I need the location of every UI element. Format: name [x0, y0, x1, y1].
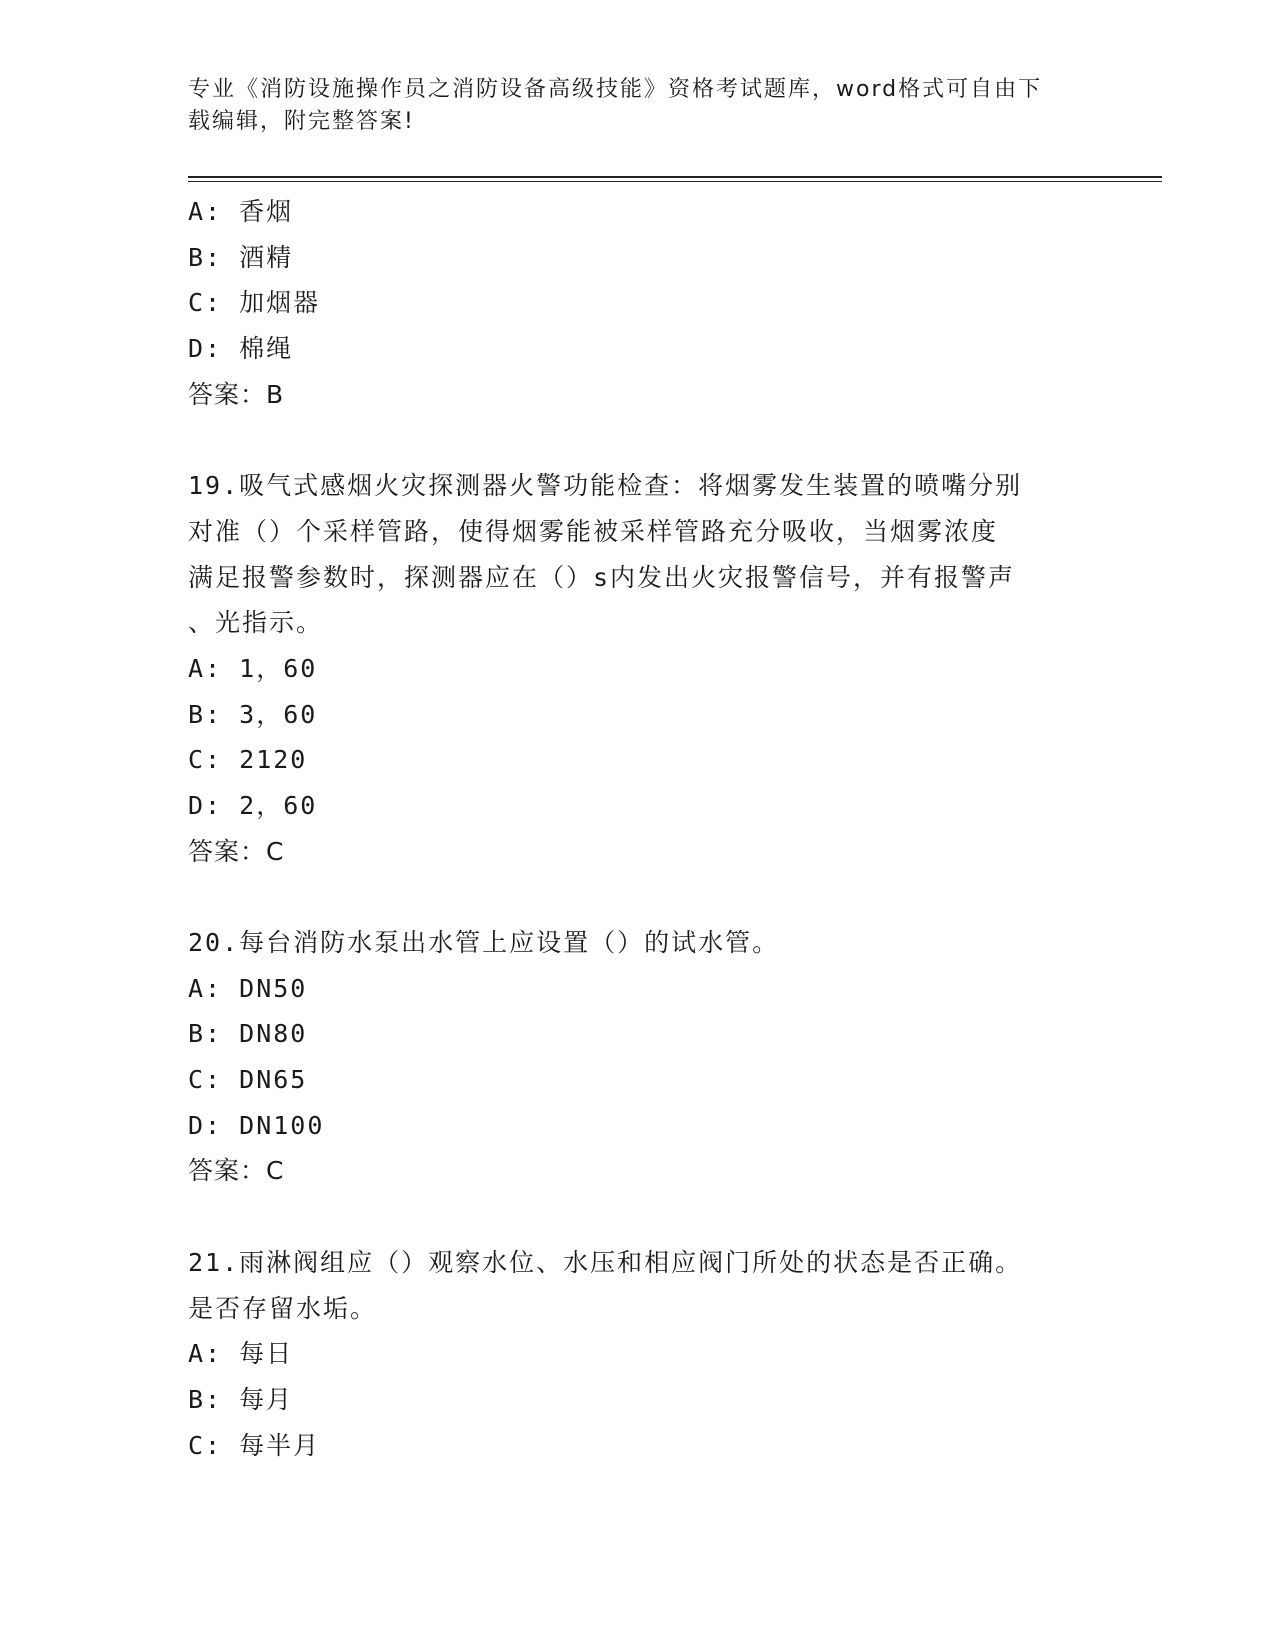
option-b: B: 每月	[188, 1384, 294, 1414]
question-text-line: 满足报警参数时，探测器应在（）s内发出火灾报警信号，并有报警声	[188, 562, 1016, 592]
header-line-2: 载编辑，附完整答案!	[188, 109, 415, 134]
option-c: C: DN65	[188, 1065, 308, 1095]
question-text-line: 20.每台消防水泵出水管上应设置（）的试水管。	[188, 928, 780, 957]
question-18-block	[188, 189, 1088, 417]
question-21-block	[188, 1240, 1088, 1468]
option-a: A: DN50	[188, 973, 308, 1003]
header-divider-thin	[188, 181, 1162, 182]
option-a: A: 1，60	[188, 653, 318, 683]
spacer	[188, 874, 1088, 920]
answer-line: 答案：C	[188, 1156, 285, 1186]
option-d: D: 棉绳	[188, 334, 294, 364]
option-b: B: 酒精	[188, 242, 294, 272]
spacer	[188, 417, 1088, 463]
option-a: A: 每日	[188, 1339, 294, 1369]
question-19-block	[188, 463, 1088, 874]
question-text-line: 19.吸气式感烟火灾探测器火警功能检查：将烟雾发生装置的喷嘴分别	[188, 471, 1023, 501]
answer-line: 答案：B	[188, 379, 285, 409]
option-d: D: DN100	[188, 1110, 325, 1140]
option-c: C: 每半月	[188, 1430, 321, 1460]
document-header	[188, 74, 1068, 138]
question-text-line: 是否存留水垢。	[188, 1293, 378, 1323]
header-divider	[188, 176, 1162, 178]
question-text-line: 对准（）个采样管路，使得烟雾能被采样管路充分吸收，当烟雾浓度	[188, 516, 999, 546]
question-list	[188, 189, 1088, 1468]
option-a: A: 香烟	[188, 197, 294, 226]
header-line-1: 专业《消防设施操作员之消防设备高级技能》资格考试题库，word格式可自由下	[188, 77, 1043, 102]
option-b: B: 3，60	[188, 699, 318, 729]
question-20-block	[188, 920, 1088, 1194]
answer-line: 答案：C	[188, 836, 285, 866]
option-b: B: DN80	[188, 1019, 308, 1049]
option-d: D: 2，60	[188, 790, 318, 820]
option-c: C: 2120	[188, 745, 308, 775]
question-text-line: 21.雨淋阀组应（）观察水位、水压和相应阀门所处的状态是否正确。	[188, 1247, 1023, 1277]
question-text-line: 、光指示。	[188, 608, 324, 638]
spacer	[188, 1194, 1088, 1240]
option-c: C: 加烟器	[188, 288, 321, 318]
